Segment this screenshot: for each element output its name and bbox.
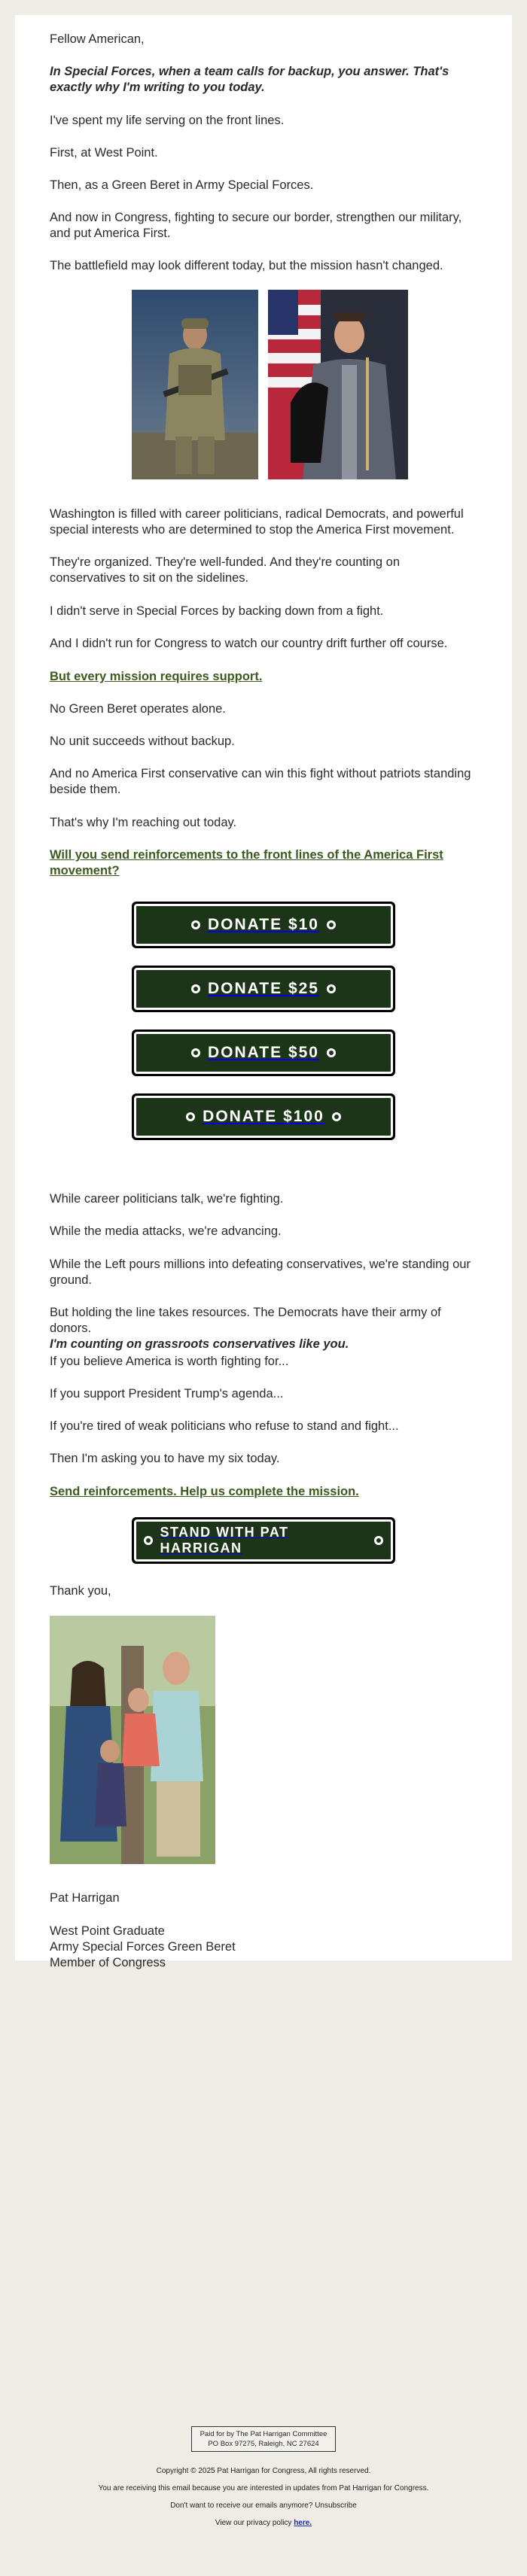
circle-icon xyxy=(144,1536,153,1545)
circle-icon xyxy=(186,1112,195,1121)
paragraph: And I didn't run for Congress to watch our country drift further off course. xyxy=(50,637,448,650)
closing: Thank you, xyxy=(50,1584,111,1598)
paragraph: No unit succeeds without backup. xyxy=(50,734,235,748)
circle-icon xyxy=(327,984,336,993)
paragraph: While the Left pours millions into defeating conservatives, we're standing our ground. xyxy=(50,1258,471,1287)
paragraph: I didn't serve in Special Forces by backing down from a fight. xyxy=(50,604,384,618)
signature-line: Army Special Forces Green Beret xyxy=(50,1940,236,1954)
copyright-text: Copyright © 2025 Pat Harrigan for Congress, All rights reserved. xyxy=(156,2467,371,2475)
circle-icon xyxy=(191,920,200,929)
paragraph: And no America First conservative can win this fight without patriots standing beside them. xyxy=(50,767,471,796)
family-photo xyxy=(50,1616,215,1864)
paragraph: The battlefield may look different today, but the mission hasn't changed. xyxy=(50,259,443,272)
circle-icon xyxy=(327,920,336,929)
signature-line: West Point Graduate xyxy=(50,1924,165,1938)
cadet-photo xyxy=(268,290,408,479)
signature-line: Member of Congress xyxy=(50,1956,166,1969)
circle-icon xyxy=(374,1536,383,1545)
paid-for-box: Paid for by The Pat Harrigan Committee PO Box 97275, Raleigh, NC 27624 xyxy=(191,2426,336,2452)
send-reinforcements-link[interactable]: Send reinforcements. Help us complete the mission. xyxy=(50,1485,359,1498)
circle-icon xyxy=(191,984,200,993)
paragraph: And now in Congress, fighting to secure our border, strengthen our military, and put America First. xyxy=(50,211,462,240)
donate-100-button[interactable]: DONATE $100 xyxy=(132,1093,395,1140)
unsubscribe-link[interactable]: Don't want to receive our emails anymore? Unsubscribe xyxy=(170,2501,357,2510)
paragraph: First, at West Point. xyxy=(50,146,158,160)
paragraph: That's why I'm reaching out today. xyxy=(50,816,237,829)
paragraph: If you support President Trump's agenda... xyxy=(50,1387,284,1401)
privacy-text: View our privacy policy here. xyxy=(215,2519,312,2527)
soldier-photo xyxy=(132,290,258,479)
grassroots-text: I'm counting on grassroots conservatives like you. xyxy=(50,1337,349,1351)
donate-50-button[interactable]: DONATE $50 xyxy=(132,1029,395,1076)
paragraph: While career politicians talk, we're fighting. xyxy=(50,1192,284,1206)
paragraph: But holding the line takes resources. The Democrats have their army of donors. I'm counting on grassroots conservatives like you. xyxy=(50,1306,441,1351)
greeting: Fellow American, xyxy=(50,32,145,46)
reason-text: You are receiving this email because you are interested in updates from Pat Harrigan for Congress. xyxy=(98,2484,429,2492)
paragraph: I've spent my life serving on the front lines. xyxy=(50,114,285,127)
circle-icon xyxy=(327,1048,336,1057)
circle-icon xyxy=(332,1112,341,1121)
donate-25-button[interactable]: DONATE $25 xyxy=(132,966,395,1012)
reinforcements-link[interactable]: Will you send reinforcements to the front lines of the America First movement? xyxy=(50,848,443,877)
paragraph: Washington is filled with career politicians, radical Democrats, and powerful special interests who are determined to stop the America First movement. xyxy=(50,507,464,537)
paragraph: No Green Beret operates alone. xyxy=(50,702,226,716)
donate-10-button[interactable]: DONATE $10 xyxy=(132,902,395,948)
paragraph: If you believe America is worth fighting for... xyxy=(50,1355,289,1368)
paragraph: They're organized. They're well-funded. And they're counting on conservatives to sit on the sidelines. xyxy=(50,555,401,585)
privacy-link[interactable]: here. xyxy=(294,2519,312,2527)
support-link[interactable]: But every mission requires support. xyxy=(50,670,263,683)
paragraph: If you're tired of weak politicians who refuse to stand and fight... xyxy=(50,1419,399,1433)
unsubscribe-text xyxy=(0,2501,527,2510)
paragraph: Then, as a Green Beret in Army Special Forces. xyxy=(50,178,314,192)
paragraph: Then I'm asking you to have my six today. xyxy=(50,1452,280,1465)
paragraph: While the media attacks, we're advancing. xyxy=(50,1224,282,1238)
intro-text: In Special Forces, when a team calls for backup, you answer. That's exactly why I'm writing to you today. xyxy=(50,65,449,94)
email-card xyxy=(15,15,512,1969)
circle-icon xyxy=(191,1048,200,1057)
signature-name: Pat Harrigan xyxy=(50,1891,120,1905)
stand-with-button[interactable]: STAND WITH PAT HARRIGAN xyxy=(132,1517,395,1564)
